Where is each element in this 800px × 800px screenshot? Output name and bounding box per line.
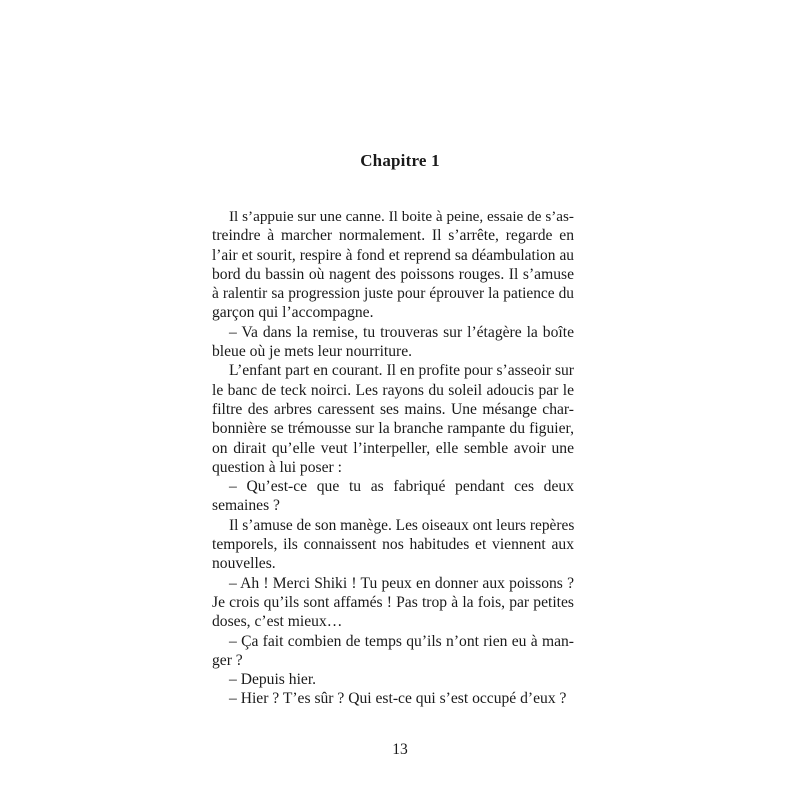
text-line: doses, c’est mieux… — [212, 613, 343, 631]
text-line: bonnière se trémousse sur la branche rampante du figuier, — [212, 420, 574, 438]
body-text — [212, 207, 574, 709]
text-line: question à lui poser : — [212, 458, 342, 476]
text-line: – Qu’est-ce que tu as fabriqué pendant ces deux — [229, 478, 574, 496]
text-line: Je crois qu’ils sont affamés ! Pas trop à la fois, par petites — [212, 593, 574, 611]
text-line: bleue où je mets leur nourriture. — [212, 343, 413, 361]
text-line: – Va dans la remise, tu trouveras sur l’étagère la boîte — [229, 323, 574, 341]
text-line: – Ah ! Merci Shiki ! Tu peux en donner aux poissons ? — [229, 574, 574, 592]
text-line: – Depuis hier. — [229, 671, 317, 689]
text-line: filtre des arbres caressent ses mains. Une mésange char- — [212, 400, 574, 418]
text-line: Il s’appuie sur une canne. Il boite à peine, essaie de s’as- — [229, 208, 574, 225]
chapter-title: Chapitre 1 — [360, 151, 440, 170]
text-line: nouvelles. — [212, 555, 276, 573]
text-line: treindre à marcher normalement. Il s’arrête, regarde en — [212, 227, 574, 245]
page-number: 13 — [392, 741, 408, 758]
text-line: Il s’amuse de son manège. Les oiseaux ont leurs repères — [229, 516, 575, 534]
text-line: l’air et sourit, respire à fond et reprend sa déambulation au — [212, 246, 574, 264]
text-line: ger ? — [212, 651, 243, 669]
text-line: – Hier ? T’es sûr ? Qui est-ce qui s’est occupé d’eux ? — [229, 690, 567, 708]
text-line: bord du bassin où nagent des poissons rouges. Il s’amuse — [212, 265, 574, 283]
text-line: à ralentir sa progression juste pour éprouver la patience du — [212, 285, 574, 303]
text-line: garçon qui l’accompagne. — [212, 304, 374, 322]
text-line: temporels, ils connaissent nos habitudes et viennent aux — [212, 536, 574, 554]
text-line: L’enfant part en courant. Il en profite pour s’asseoir sur — [229, 362, 574, 380]
text-line: – Ça fait combien de temps qu’ils n’ont rien eu à man- — [229, 632, 574, 650]
text-line: le banc de teck noirci. Les rayons du soleil adoucis par le — [212, 381, 574, 399]
text-line: semaines ? — [212, 497, 280, 515]
text-line: on dirait qu’elle veut l’interpeller, elle semble avoir une — [212, 439, 574, 457]
